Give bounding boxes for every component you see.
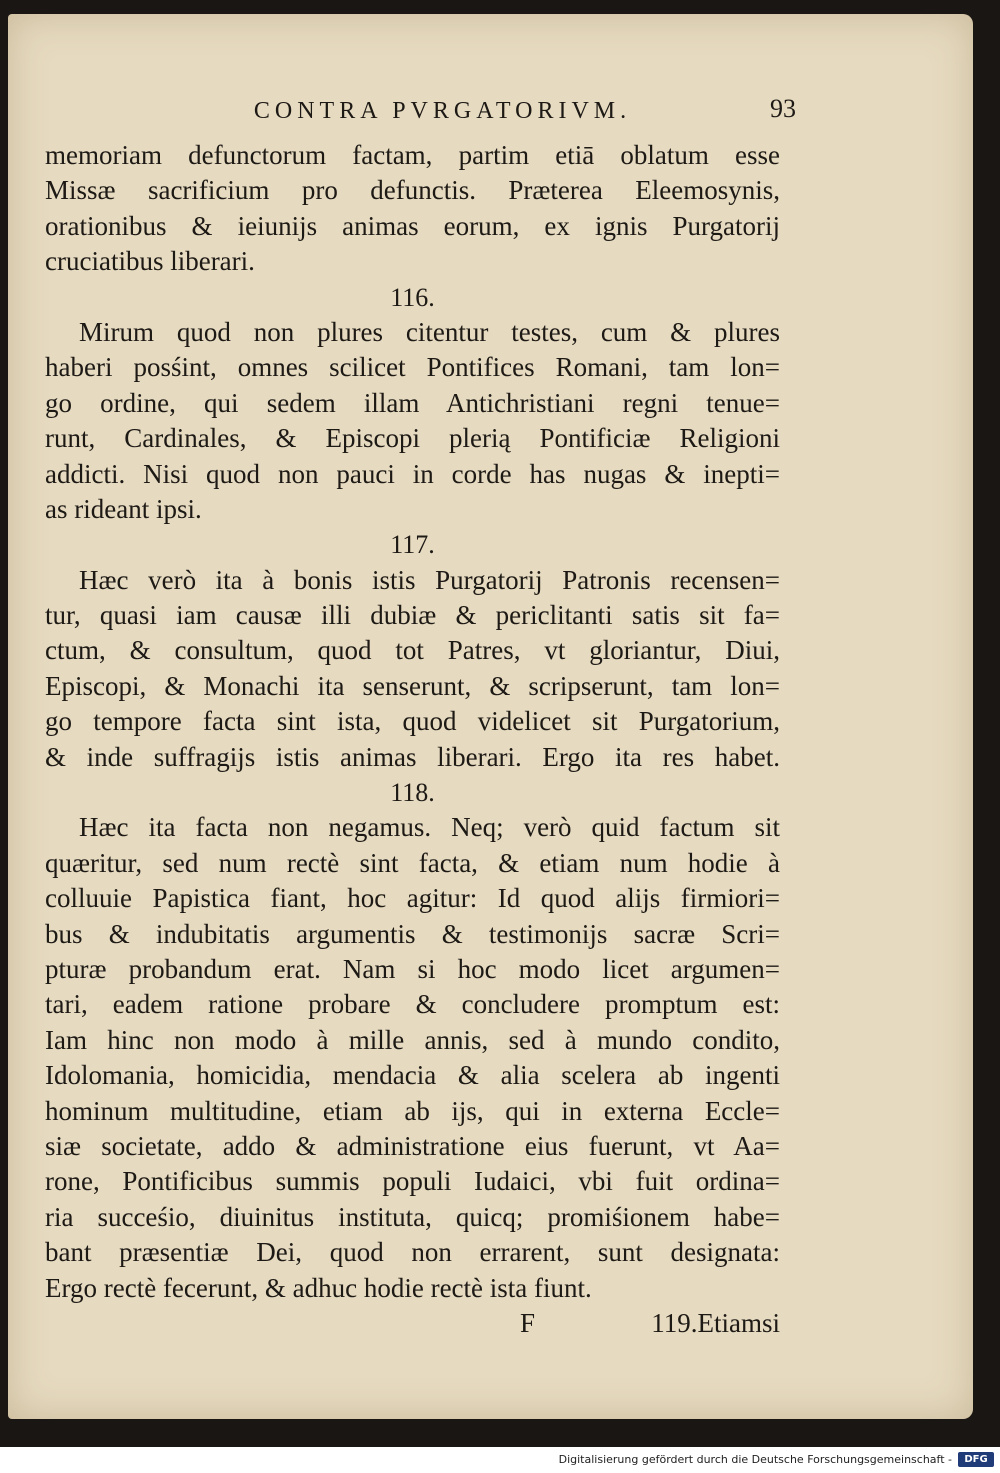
text-line: tur, quasi iam causæ illi dubiæ & periclitanti satis sit fa= <box>45 600 780 631</box>
section-number: 116. <box>390 282 435 312</box>
text-line: & inde suffragijs istis animas liberari. Ergo ita res habet. <box>45 741 780 772</box>
text-line: haberi posśint, omnes scilicet Pontifices Romani, tam lon= <box>45 352 780 383</box>
text-line: bus & indubitatis argumentis & testimonijs sacræ Scri= <box>45 918 780 949</box>
section-number: 118. <box>390 778 435 808</box>
text-line: Missæ sacrificium pro defunctis. Præterea Eleemosynis, <box>45 175 780 206</box>
running-title: CONTRA PVRGATORIVM. <box>253 98 632 124</box>
signature-mark: F <box>520 1307 536 1338</box>
text-line: runt, Cardinales, & Episcopi plerią Pontificiæ Religioni <box>45 423 780 454</box>
text-line: Hæc ita facta non negamus. Neq; verò quid factum sit <box>79 812 780 843</box>
text-line: ctum, & consultum, quod tot Patres, vt gloriantur, Diui, <box>45 635 780 666</box>
page-number: 93 <box>770 94 796 123</box>
text-line: go ordine, qui sedem illam Antichristiani regni tenue= <box>45 387 780 418</box>
book-page <box>8 14 973 1419</box>
running-head <box>45 94 796 138</box>
text-line: rone, Pontificibus summis populi Iudaici, vbi fuit ordina= <box>45 1166 780 1197</box>
text-line: hominum multitudine, etiam ab ijs, qui in externa Eccle= <box>45 1095 780 1126</box>
text-line: colluuie Papistica fiant, hoc agitur: Id quod alijs firmiori= <box>45 883 780 914</box>
dfg-logo: DFG <box>958 1452 994 1467</box>
text-line: Episcopi, & Monachi ita senserunt, & scripserunt, tam lon= <box>45 670 780 701</box>
text-line: pturæ probandum erat. Nam si hoc modo licet argumen= <box>45 953 780 984</box>
text-line: siæ societate, addo & administratione eius fuerunt, vt Aa= <box>45 1130 780 1161</box>
funding-credit: Digitalisierung gefördert durch die Deutsche Forschungsgemeinschaft - <box>558 1453 952 1466</box>
text-block <box>45 94 796 1341</box>
section-number: 117. <box>390 530 435 560</box>
text-line: Ergo rectè fecerunt, & adhuc hodie rectè ista fiunt. <box>45 1272 592 1303</box>
text-line: go tempore facta sint ista, quod videlicet sit Purgatorium, <box>45 706 780 737</box>
text-line: as rideant ipsi. <box>45 493 202 524</box>
catchword: 119.Etiamsi <box>651 1307 780 1338</box>
text-line: Hæc verò ita à bonis istis Purgatorij Patronis recensen= <box>79 564 780 595</box>
text-line: addicti. Nisi quod non pauci in corde has nugas & inepti= <box>45 458 780 489</box>
text-line: quæritur, sed num rectè sint facta, & etiam num hodie à <box>45 847 780 878</box>
text-line: orationibus & ieiunijs animas eorum, ex ignis Purgatorij <box>45 210 780 241</box>
text-line: bant præsentiæ Dei, quod non errarent, sunt designata: <box>45 1237 780 1268</box>
text-line: tari, eadem ratione probare & concludere promptum est: <box>45 989 780 1020</box>
body-text <box>45 138 780 1306</box>
text-line: cruciatibus liberari. <box>45 246 255 277</box>
text-line: ria succeśio, diuinitus instituta, quicq; promiśionem habe= <box>45 1201 780 1232</box>
text-line: Iam hinc non modo à mille annis, sed à mundo condito, <box>45 1024 780 1055</box>
signature-line <box>45 1306 780 1341</box>
text-line: Mirum quod non plures citentur testes, cum & plures <box>79 316 780 347</box>
text-line: Idolomania, homicidia, mendacia & alia scelera ab ingenti <box>45 1060 780 1091</box>
digitization-footer <box>0 1447 1000 1473</box>
text-line: memoriam defunctorum factam, partim etiā oblatum esse <box>45 140 780 170</box>
